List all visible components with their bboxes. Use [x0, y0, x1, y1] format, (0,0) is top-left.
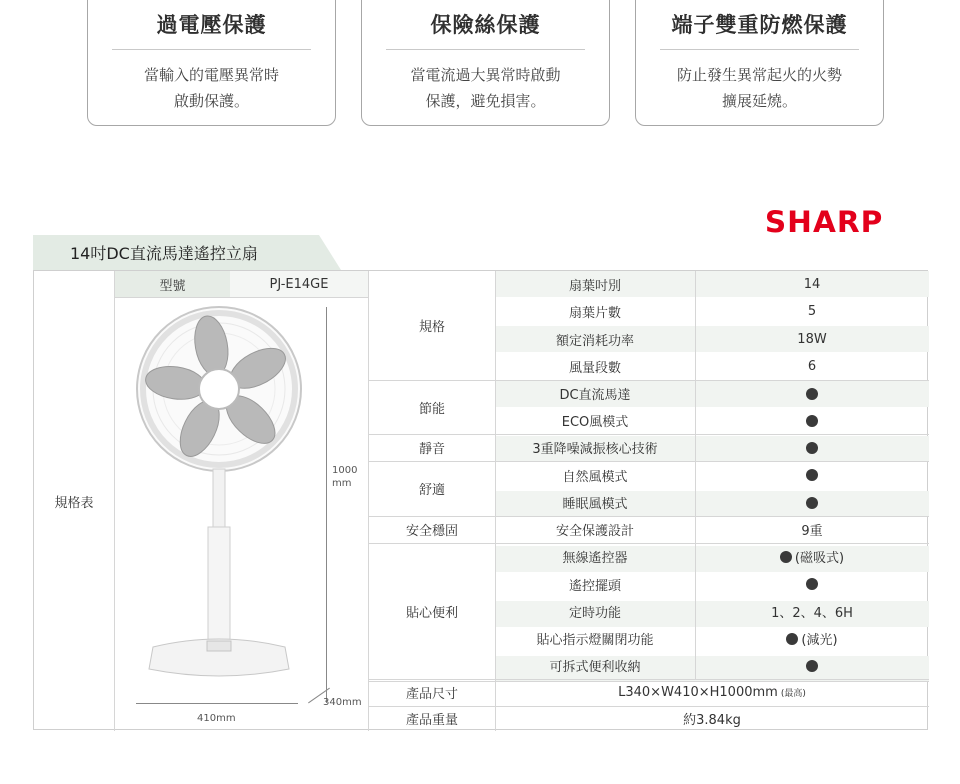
filled-dot-icon [806, 388, 818, 400]
card-desc: 防止發生異常起火的火勢 擴展延燒。 [676, 66, 842, 110]
card-divider [660, 49, 859, 50]
height-dim-line [326, 307, 327, 703]
card-desc: 當電流過大異常時啟動 保護，避免損害。 [410, 66, 561, 110]
filled-dot-icon [806, 442, 818, 454]
group-quiet: 靜音 [418, 442, 445, 457]
feature-label: 安全保護設計 [555, 524, 634, 539]
feature-value [695, 407, 929, 434]
feature-value [695, 461, 929, 489]
fan-control-panel [207, 641, 231, 651]
size-note: (最高) [780, 689, 806, 699]
filled-dot-icon [780, 551, 792, 563]
fan-pole [208, 527, 230, 647]
weight-value: 約3.84kg [683, 713, 741, 728]
feature-note: (減光) [801, 633, 838, 648]
group-energy: 節能 [418, 401, 445, 417]
filled-dot-icon [806, 415, 818, 427]
width-dim-line [136, 703, 298, 704]
filled-dot-icon [786, 633, 798, 645]
feature-label: 貼心指示燈關閉功能 [536, 633, 654, 648]
feature-value: 9重 [801, 524, 823, 539]
feature-value: 14 [803, 277, 821, 292]
filled-dot-icon [806, 497, 818, 509]
feature-value [695, 625, 929, 652]
feature-card-overvoltage [87, 0, 336, 126]
group-safety: 安全穩固 [405, 524, 458, 539]
feature-value [695, 380, 929, 407]
divider [115, 297, 368, 298]
model-label: 型號 [115, 271, 230, 297]
feature-value: 1、2、4、6H [771, 606, 853, 621]
model-value: PJ-E14GE [230, 271, 368, 297]
card-title: 端子雙重防燃保護 [671, 13, 848, 37]
height-dim-unit: mm [332, 478, 352, 489]
feature-value: 6 [807, 359, 817, 374]
feature-label: 睡眠風模式 [562, 497, 628, 512]
feature-value [695, 543, 929, 570]
feature-value [695, 570, 929, 598]
group-convenience: 貼心便利 [405, 605, 458, 621]
feature-label: DC直流馬達 [559, 388, 631, 403]
spec-table [33, 270, 928, 730]
group-spec: 規格 [418, 320, 445, 335]
filled-dot-icon [806, 660, 818, 672]
feature-value [695, 489, 929, 516]
feature-label: 扇葉吋別 [568, 279, 621, 294]
card-title: 保險絲保護 [430, 13, 541, 37]
feature-note: (磁吸式) [794, 551, 845, 566]
feature-label: 風量段數 [568, 361, 621, 376]
card-divider [112, 49, 311, 50]
feature-label: 可拆式便利收納 [549, 660, 641, 675]
fan-hub [199, 369, 239, 409]
feature-card-flame [635, 0, 884, 126]
height-dim-value: 1000 [332, 465, 358, 476]
feature-label: 3重降噪減振核心技術 [532, 442, 658, 457]
feature-value [695, 652, 929, 679]
size-value: L340×W410×H1000mm (最高) [618, 685, 806, 700]
spec-rows [369, 271, 929, 731]
width-dim-value: 410mm [197, 713, 236, 724]
feature-label: 額定消耗功率 [555, 333, 634, 349]
feature-label: 定時功能 [568, 606, 621, 621]
group-comfort: 舒適 [418, 483, 445, 498]
feature-card-fuse [361, 0, 610, 126]
filled-dot-icon [806, 469, 818, 481]
product-title: 14吋DC直流馬達遙控立扇 [70, 244, 258, 263]
feature-label: ECO風模式 [561, 415, 629, 430]
card-title: 過電壓保護 [156, 13, 267, 37]
feature-value: 5 [807, 304, 817, 319]
group-size: 產品尺寸 [405, 687, 458, 702]
feature-label: 無線遙控器 [562, 551, 628, 566]
feature-value: 18W [797, 331, 827, 347]
depth-dim-value: 340mm [323, 697, 362, 708]
sharp-logo: SHARP [764, 205, 884, 239]
feature-label: 遙控擺頭 [568, 578, 621, 594]
divider [114, 271, 115, 731]
filled-dot-icon [806, 578, 818, 590]
feature-label: 扇葉片數 [568, 306, 621, 321]
feature-label: 自然風模式 [562, 469, 628, 485]
card-desc: 當輸入的電壓異常時 啟動保護。 [143, 66, 279, 110]
fan-illustration [119, 301, 364, 721]
group-weight: 產品重量 [405, 713, 458, 728]
feature-value [695, 434, 929, 461]
fan-motor-neck [213, 469, 225, 529]
card-divider [386, 49, 585, 50]
spec-table-label: 規格表 [54, 495, 94, 511]
